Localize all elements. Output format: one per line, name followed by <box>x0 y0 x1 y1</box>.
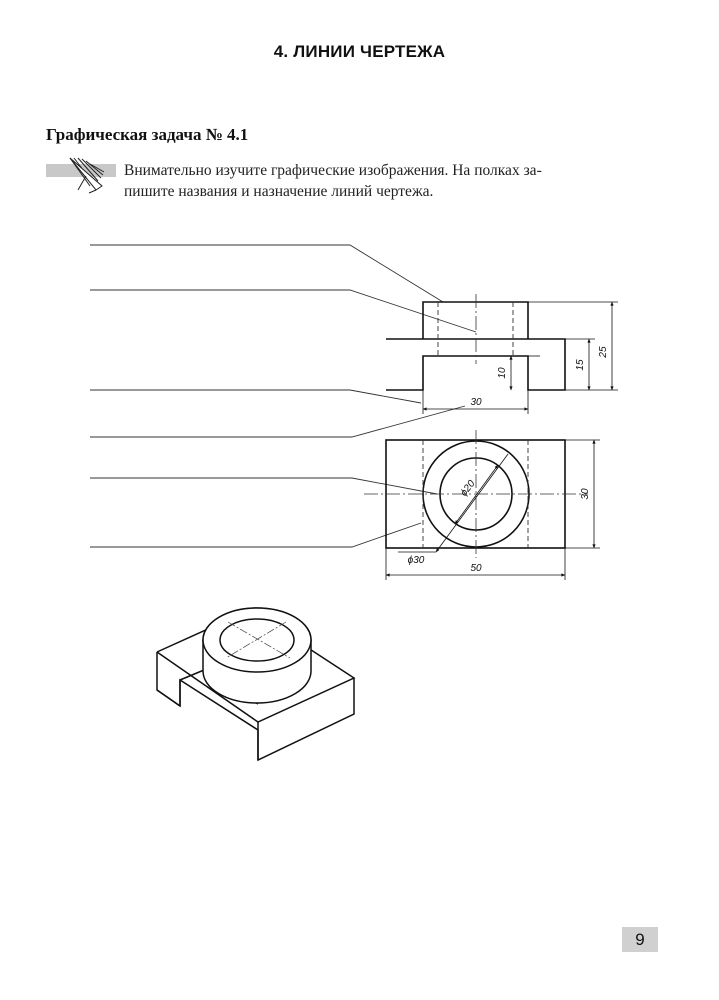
dim-front-height-base: 15 <box>575 359 586 371</box>
isometric-view <box>157 608 354 760</box>
dim-front-slot-depth: 10 <box>497 367 508 379</box>
dim-front-height-total: 25 <box>598 346 609 358</box>
leader-shelf-2[interactable] <box>90 290 476 332</box>
leader-shelf-6[interactable] <box>90 523 421 547</box>
dim-top-outer-diameter: ϕ30 <box>407 555 425 566</box>
dim-front-slot-width: 30 <box>470 397 482 408</box>
leader-shelf-4[interactable] <box>90 406 465 437</box>
page-number: 9 <box>622 927 658 952</box>
task-line-2: пишите названия и назначение линий чертежа. <box>124 183 434 200</box>
leader-shelf-5[interactable] <box>90 478 437 494</box>
task-line-1: Внимательно изучите графические изображения. На полках за- <box>124 162 542 179</box>
chapter-title: 4. ЛИНИИ ЧЕРТЕЖА <box>273 42 446 61</box>
dim-top-width: 50 <box>470 563 482 574</box>
leader-shelf-1[interactable] <box>90 245 443 302</box>
dim-top-depth: 30 <box>580 488 591 500</box>
leader-shelf-3[interactable] <box>90 390 421 403</box>
task-title: Графическая задача № 4.1 <box>46 125 249 144</box>
top-view <box>364 430 600 580</box>
leader-lines <box>90 245 476 547</box>
dim-top-inner-diameter: ϕ20 <box>458 478 478 499</box>
front-view <box>386 294 618 414</box>
